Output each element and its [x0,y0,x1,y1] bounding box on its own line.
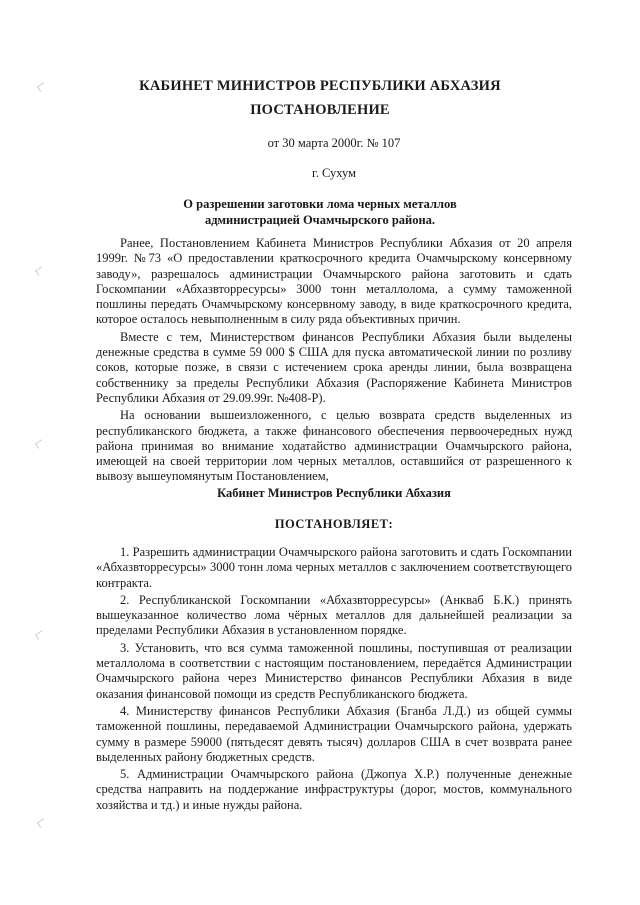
clause-paragraph: 2. Республиканской Госкомпании «Абхазвторресурсы» (Анкваб Б.К.) принять вышеуказанное количество лома чёрных металлов для дальнейшей реализации за пределами Республики Абхазия в установленном порядке. [96,592,572,638]
preamble-paragraph: На основании вышеизложенного, с целью возврата средств выделенных из республиканского бюджета, а также финансового обеспечения первоочередных нужд района принимая во внимание ходатайство администрации Очамчырского района, имеющей на своей территории лом черных металлов, оставшийся от разрешенного к вывозу вышеупомянутым Постановлением, [96,408,572,484]
resolution-title-line: администрацией Очамчырского района. [204,213,436,227]
resolution-title [0,196,640,228]
preamble-paragraph: Вместе с тем, Министерством финансов Республики Абхазия были выделены денежные средства в сумме 59 000 $ США для пуска автоматической линии по розливу соков, которые позже, в связи с истечением срока аренды линии, была возвращена собственнику за пределы Республики Абхазия (Распоряжение Кабинета Министров Республики Абхазия от 29.09.99г. №408-Р). [96,329,572,405]
binding-hole-mark [35,439,45,449]
binding-hole-mark [35,630,45,640]
document-type-heading: ПОСТАНОВЛЕНИЕ [250,102,390,118]
clauses-section [96,545,572,815]
binding-hole-mark [37,818,47,828]
resolution-title-line: О разрешении заготовки лома черных металлов [183,197,457,211]
date-and-number: от 30 марта 2000г. № 107 [267,136,401,150]
clause-paragraph: 4. Министерству финансов Республики Абхазия (Бганба Л.Д.) из общей суммы таможенной пошлины, передаваемой Администрации Очамчырского района, удержать сумму в размере 59000 (пятьдесят девять тысяч) долларов США в счет возврата ранее выделенных району бюджетных средств. [96,703,572,764]
resolution-subject: Кабинет Министров Республики Абхазия [217,486,451,500]
clause-paragraph: 1. Разрешить администрации Очамчырского района заготовить и сдать Госкомпании «Абхазвторресурсы» 3000 тонн лома черных металлов с заключением соответствующего контракта. [96,545,572,590]
binding-hole-mark [35,266,45,276]
preamble-paragraph: Ранее, Постановлением Кабинета Министров Республики Абхазия от 20 апреля 1999г. №73 «О предоставлении краткосрочного кредита Очамчырскому консервному заводу», разрешалось администрации Очамчырского района заготовить и сдать Госкомпании «Абхазвторресурсы» 3000 тонн металлолома, а сумму таможенной пошлины передать Очамчырскому консервному заводу, в виде краткосрочного кредита, которое осталось невыполненным в силу ряда объективных причин. [96,236,572,327]
clause-paragraph: 5. Администрации Очамчырского района (Джопуа Х.Р.) полученные денежные средства направить на поддержание инфраструктуры (дорог, мостов, коммунального хозяйства и тд.) и иные нужды района. [96,767,572,812]
clause-paragraph: 3. Установить, что вся сумма таможенной пошлины, поступившая от реализации металлолома в соответствии с настоящим постановлением, передаётся Администрации Очамчырского района через Министерство финансов Республики Абхазия в виде оказания финансовой помощи из средств Республиканского бюджета. [96,640,572,701]
resolution-verb: ПОСТАНОВЛЯЕТ: [274,517,394,531]
city: г. Сухум [311,166,356,180]
preamble-section [96,236,572,487]
cabinet-heading: КАБИНЕТ МИНИСТРОВ РЕСПУБЛИКИ АБХАЗИЯ [139,78,501,94]
